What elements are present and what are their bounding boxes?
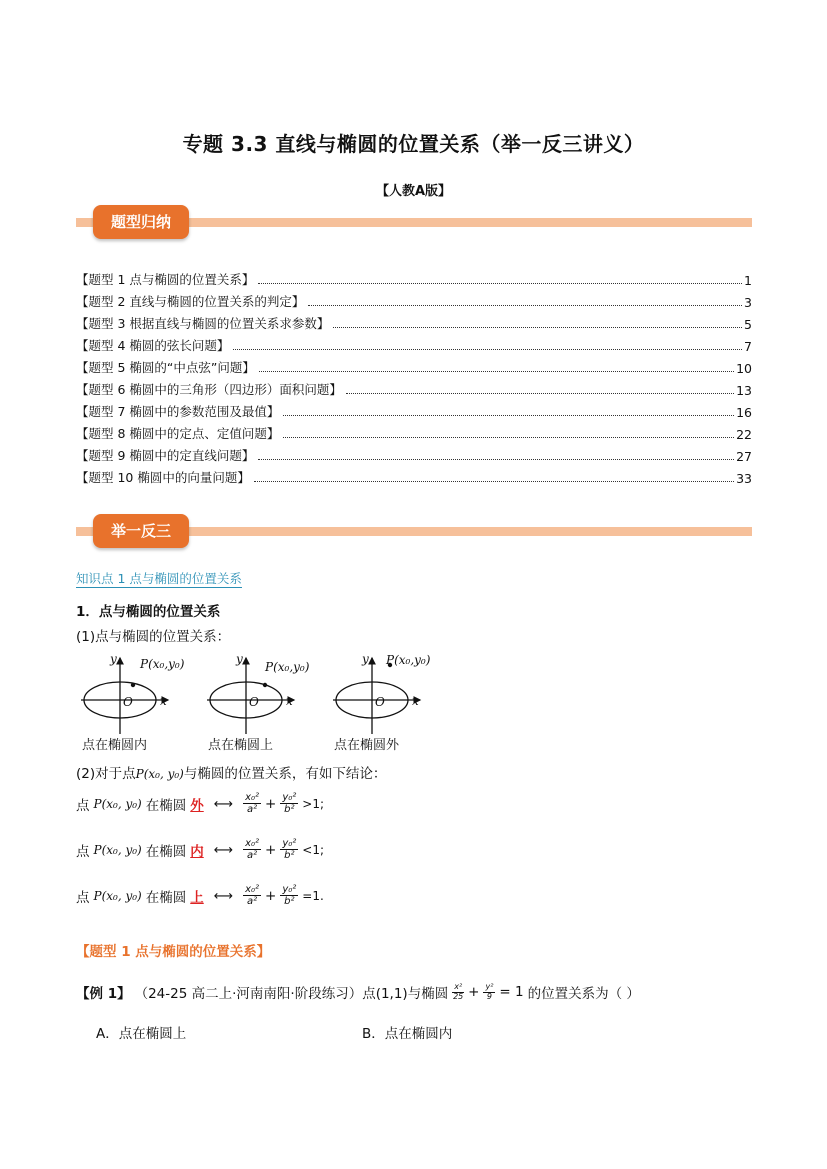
toc-item-page: 7 xyxy=(744,339,752,354)
denominator: b² xyxy=(284,850,295,861)
toc-item-page: 1 xyxy=(744,273,752,288)
numerator: x₀² xyxy=(245,838,260,849)
toc-item-label: 【题型 1 点与椭圆的位置关系】 xyxy=(76,272,255,287)
toc-item[interactable] xyxy=(76,464,752,486)
point-notation: P(x₀, y₀) xyxy=(93,888,142,903)
numerator: y₀² xyxy=(282,838,297,849)
axis-y-label: y xyxy=(362,652,369,666)
page-title: 专题 3.3 直线与椭圆的位置关系（举一反三讲义） xyxy=(182,132,645,156)
point-label: P(x₀,y₀) xyxy=(265,660,310,674)
denominator: a² xyxy=(246,896,258,907)
point-label: P(x₀,y₀) xyxy=(386,653,431,667)
fraction xyxy=(243,838,261,861)
edition-label: 【人教A版】 xyxy=(375,184,452,199)
toc-item-page: 22 xyxy=(736,427,752,442)
subsection-2-prefix: (2)对于点 xyxy=(76,766,136,782)
numerator: y₀² xyxy=(282,884,297,895)
section-heading: 1．点与椭圆的位置关系 xyxy=(76,604,221,620)
equation-rhs: = 1 xyxy=(499,984,524,1000)
axis-x-label: x xyxy=(412,694,419,708)
toc-item-page: 5 xyxy=(744,317,752,332)
knowledge-point-heading: 知识点 1 点与椭圆的位置关系 xyxy=(76,571,242,586)
figure-caption: 点在椭圆外 xyxy=(334,738,400,753)
fraction xyxy=(243,884,261,907)
toc-leader xyxy=(254,481,734,482)
fraction xyxy=(452,983,464,1002)
toc-item-page: 27 xyxy=(736,449,752,464)
point-notation: P(x₀, y₀) xyxy=(93,842,142,857)
option-a[interactable]: A．点在椭圆上 xyxy=(96,1026,187,1042)
plus-sign: + xyxy=(265,795,277,812)
denominator: 9 xyxy=(486,991,492,1001)
toc-leader xyxy=(283,415,734,416)
origin-label: O xyxy=(249,695,259,709)
fraction xyxy=(483,983,495,1002)
point-label: P(x₀,y₀) xyxy=(140,657,185,671)
toc-item-label: 【题型 7 椭圆中的参数范围及最值】 xyxy=(76,404,280,419)
toc-leader xyxy=(259,371,734,372)
toc-item-label: 【题型 8 椭圆中的定点、定值问题】 xyxy=(76,426,280,441)
origin-label: O xyxy=(375,695,385,709)
fraction xyxy=(280,838,298,861)
denominator: b² xyxy=(284,804,295,815)
origin-label: O xyxy=(123,695,133,709)
toc-item[interactable] xyxy=(76,310,752,332)
example-label: 【例 1】 xyxy=(76,986,131,1002)
numerator: x₀² xyxy=(245,884,260,895)
denominator: a² xyxy=(246,804,258,815)
subsection-1: (1)点与椭圆的位置关系： xyxy=(76,629,231,645)
fraction xyxy=(243,792,261,815)
toc-leader xyxy=(233,349,742,350)
toc-item-page: 10 xyxy=(736,361,752,376)
denominator: b² xyxy=(284,896,295,907)
question-type-heading: 【题型 1 点与椭圆的位置关系】 xyxy=(76,944,271,960)
fraction xyxy=(280,884,298,907)
toc-item-page: 13 xyxy=(736,383,752,398)
relation-on xyxy=(76,884,324,907)
axis-y-label: y xyxy=(110,652,117,666)
option-b[interactable]: B．点在椭圆内 xyxy=(362,1026,453,1042)
numerator: x² xyxy=(454,981,463,991)
relation-inside xyxy=(76,838,324,861)
relation-keyword: 外 xyxy=(190,797,204,814)
equivalence-arrow: ⟷ xyxy=(213,887,234,904)
section-tag-summary: 题型归纳 xyxy=(93,205,189,239)
axis-x-label: x xyxy=(160,694,167,708)
plus-sign: + xyxy=(265,841,277,858)
numerator: x₀² xyxy=(245,792,260,803)
subsection-2-suffix: 与椭圆的位置关系，有如下结论： xyxy=(183,766,387,782)
toc-item-page: 33 xyxy=(736,471,752,486)
equivalence-arrow: ⟷ xyxy=(213,841,234,858)
toc-leader xyxy=(258,459,734,460)
example-text: 的位置关系为（ ） xyxy=(527,986,640,1002)
denominator: 25 xyxy=(453,991,464,1001)
toc-item-label: 【题型 10 椭圆中的向量问题】 xyxy=(76,470,250,485)
toc-item[interactable] xyxy=(76,420,752,442)
toc-leader xyxy=(308,305,742,306)
axis-x-label: x xyxy=(286,694,293,708)
toc-leader xyxy=(346,393,734,394)
toc-item-label: 【题型 4 椭圆的弦长问题】 xyxy=(76,338,230,353)
relation-outside xyxy=(76,792,324,815)
fraction xyxy=(280,792,298,815)
toc-item-label: 【题型 6 椭圆中的三角形（四边形）面积问题】 xyxy=(76,382,342,397)
example-text: （24-25 高二上·河南南阳·阶段练习）点(1,1)与椭圆 xyxy=(134,986,449,1002)
point-notation: P(x₀, y₀) xyxy=(135,767,184,781)
relation-text: 点 xyxy=(76,889,90,906)
toc-item[interactable] xyxy=(76,442,752,464)
toc-leader xyxy=(333,327,742,328)
relation-text: 在椭圆 xyxy=(145,889,187,906)
toc-item[interactable] xyxy=(76,398,752,420)
example-1 xyxy=(76,982,640,1002)
toc-item[interactable] xyxy=(76,332,752,354)
relation-keyword: 上 xyxy=(190,889,204,906)
relation-rhs: >1; xyxy=(302,796,325,811)
toc-item[interactable] xyxy=(76,288,752,310)
table-of-contents xyxy=(76,266,752,486)
numerator: y² xyxy=(485,981,494,991)
toc-item-label: 【题型 9 椭圆中的定直线问题】 xyxy=(76,448,255,463)
denominator: a² xyxy=(246,850,258,861)
figure-caption: 点在椭圆上 xyxy=(208,738,274,753)
figure-caption: 点在椭圆内 xyxy=(82,738,148,753)
relation-rhs: <1; xyxy=(302,842,325,857)
subsection-2 xyxy=(76,762,386,782)
relation-keyword: 内 xyxy=(190,843,204,860)
relation-text: 在椭圆 xyxy=(145,797,187,814)
numerator: y₀² xyxy=(282,792,297,803)
plus-sign: + xyxy=(265,887,277,904)
toc-item-label: 【题型 5 椭圆的“中点弦”问题】 xyxy=(76,360,255,375)
relation-rhs: =1. xyxy=(302,888,324,903)
toc-item-label: 【题型 2 直线与椭圆的位置关系的判定】 xyxy=(76,294,305,309)
toc-item[interactable] xyxy=(76,354,752,376)
point-notation: P(x₀, y₀) xyxy=(93,796,142,811)
toc-item-page: 3 xyxy=(744,295,752,310)
toc-item[interactable] xyxy=(76,266,752,288)
relation-text: 点 xyxy=(76,797,90,814)
toc-item-page: 16 xyxy=(736,405,752,420)
toc-item[interactable] xyxy=(76,376,752,398)
section-tag-practice: 举一反三 xyxy=(93,514,189,548)
toc-item-label: 【题型 3 根据直线与椭圆的位置关系求参数】 xyxy=(76,316,330,331)
relation-text: 在椭圆 xyxy=(145,843,187,860)
relation-text: 点 xyxy=(76,843,90,860)
axis-y-label: y xyxy=(236,652,243,666)
plus-sign: + xyxy=(468,984,480,1000)
toc-leader xyxy=(258,283,742,284)
equivalence-arrow: ⟷ xyxy=(213,795,234,812)
toc-leader xyxy=(283,437,734,438)
